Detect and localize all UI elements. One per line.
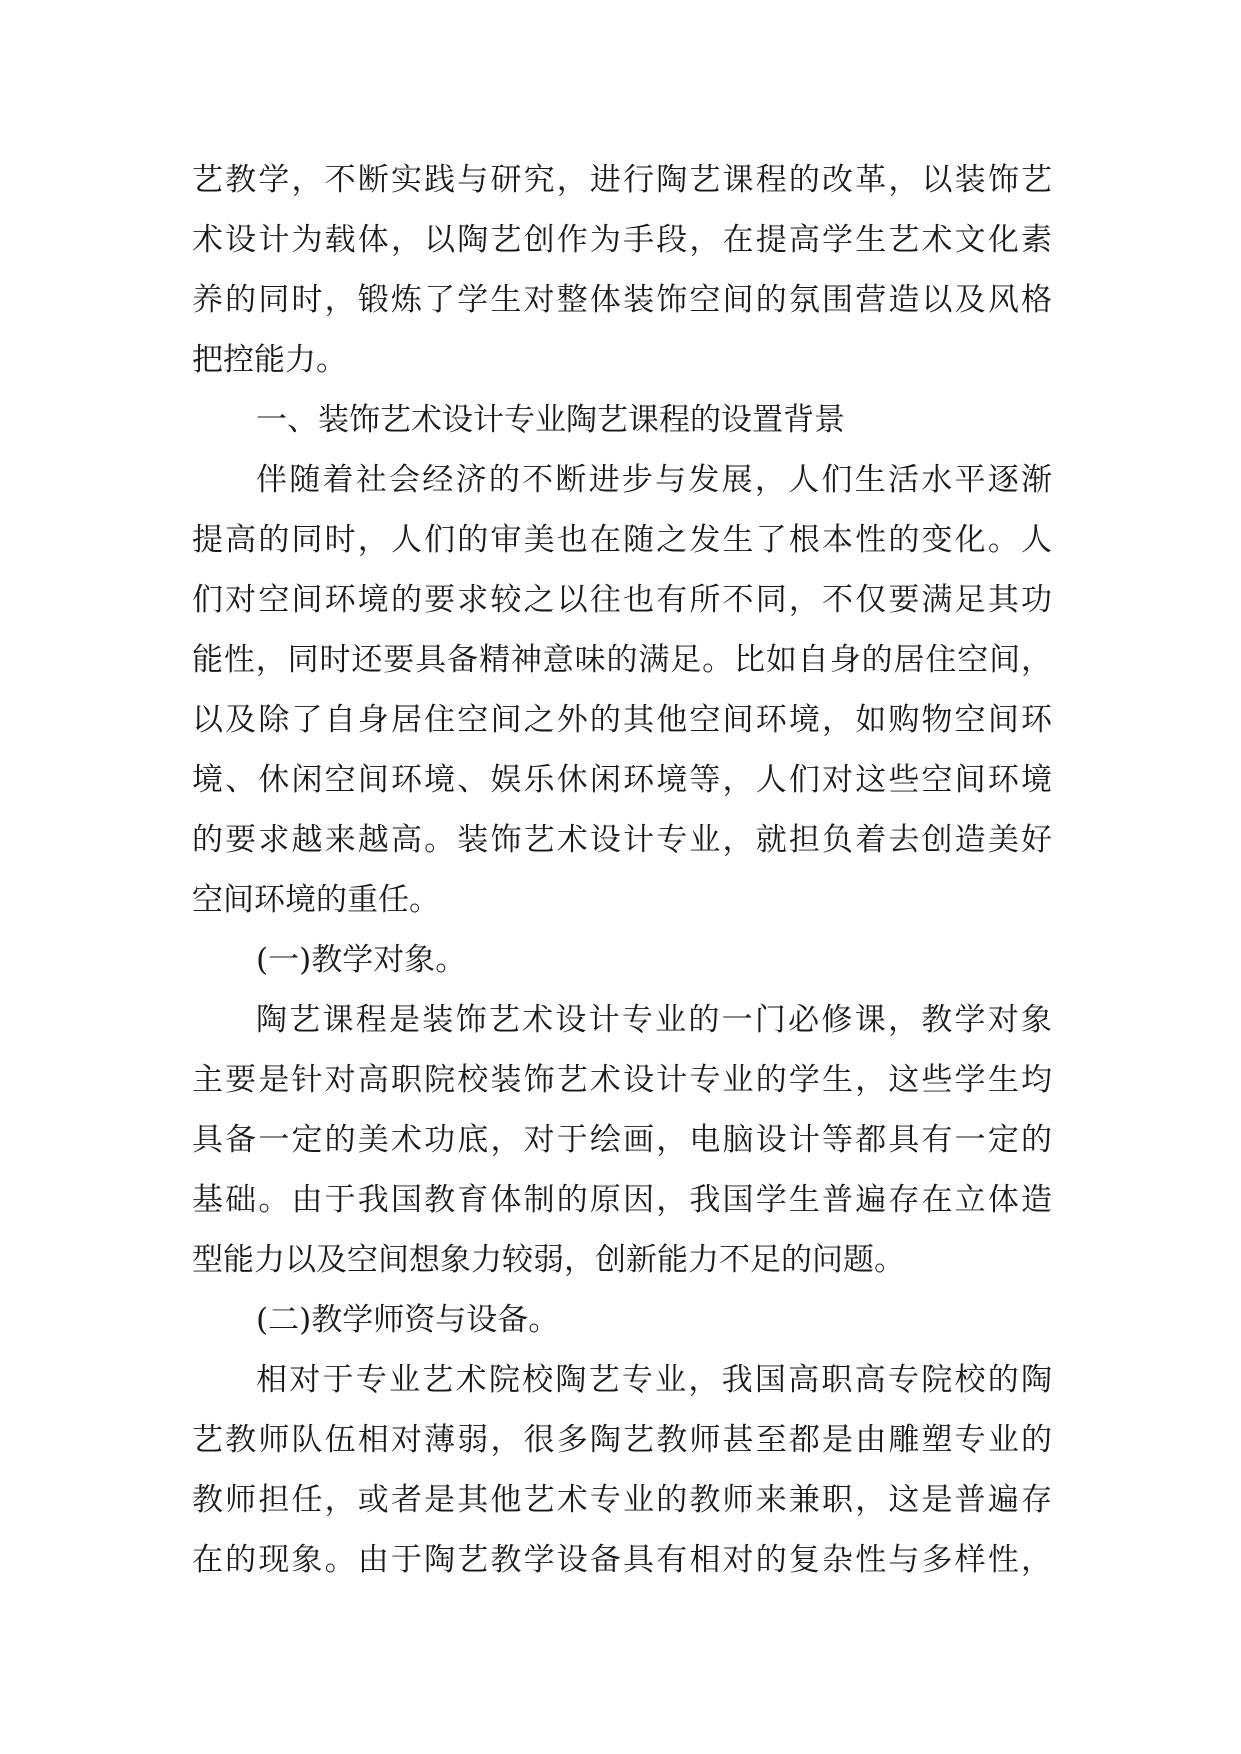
body-line: 主要是针对高职院校装饰艺术设计专业的学生，这些学生均 (192, 1062, 1052, 1098)
body-line: 提高的同时，人们的审美也在随之发生了根本性的变化。人 (192, 522, 1052, 558)
body-line: 把控能力。 (192, 342, 347, 378)
body-line: 养的同时，锻炼了学生对整体装饰空间的氛围营造以及风格 (192, 282, 1052, 318)
body-line: 伴随着社会经济的不断进步与发展，人们生活水平逐渐 (256, 462, 1052, 498)
body-line: 能性，同时还要具备精神意味的满足。比如自身的居住空间， (192, 642, 1052, 678)
body-line: 的要求越来越高。装饰艺术设计专业，就担负着去创造美好 (192, 822, 1052, 858)
body-line: 型能力以及空间想象力较弱，创新能力不足的问题。 (192, 1242, 905, 1278)
section-heading: 一、装饰艺术设计专业陶艺课程的设置背景 (256, 402, 845, 438)
body-line: 们对空间环境的要求较之以往也有所不同，不仅要满足其功 (192, 582, 1052, 618)
body-line: 空间环境的重任。 (192, 882, 440, 918)
body-line: 具备一定的美术功底，对于绘画，电脑设计等都具有一定的 (192, 1122, 1052, 1158)
body-line: 艺教学，不断实践与研究，进行陶艺课程的改革，以装饰艺 (192, 162, 1052, 198)
body-line: 陶艺课程是装饰艺术设计专业的一门必修课，教学对象 (256, 1002, 1052, 1038)
body-line: 基础。由于我国教育体制的原因，我国学生普遍存在立体造 (192, 1182, 1052, 1218)
body-line: 艺教师队伍相对薄弱，很多陶艺教师甚至都是由雕塑专业的 (192, 1422, 1052, 1458)
subsection-heading: (一)教学对象。 (256, 942, 467, 978)
body-line: 教师担任，或者是其他艺术专业的教师来兼职，这是普遍存 (192, 1482, 1052, 1518)
body-line: 以及除了自身居住空间之外的其他空间环境，如购物空间环 (192, 702, 1052, 738)
body-line: 境、休闲空间环境、娱乐休闲环境等，人们对这些空间环境 (192, 762, 1052, 798)
subsection-heading: (二)教学师资与设备。 (256, 1302, 560, 1338)
body-line: 在的现象。由于陶艺教学设备具有相对的复杂性与多样性， (192, 1542, 1052, 1578)
body-line: 相对于专业艺术院校陶艺专业，我国高职高专院校的陶 (256, 1362, 1052, 1398)
body-line: 术设计为载体，以陶艺创作为手段，在提高学生艺术文化素 (192, 222, 1052, 258)
